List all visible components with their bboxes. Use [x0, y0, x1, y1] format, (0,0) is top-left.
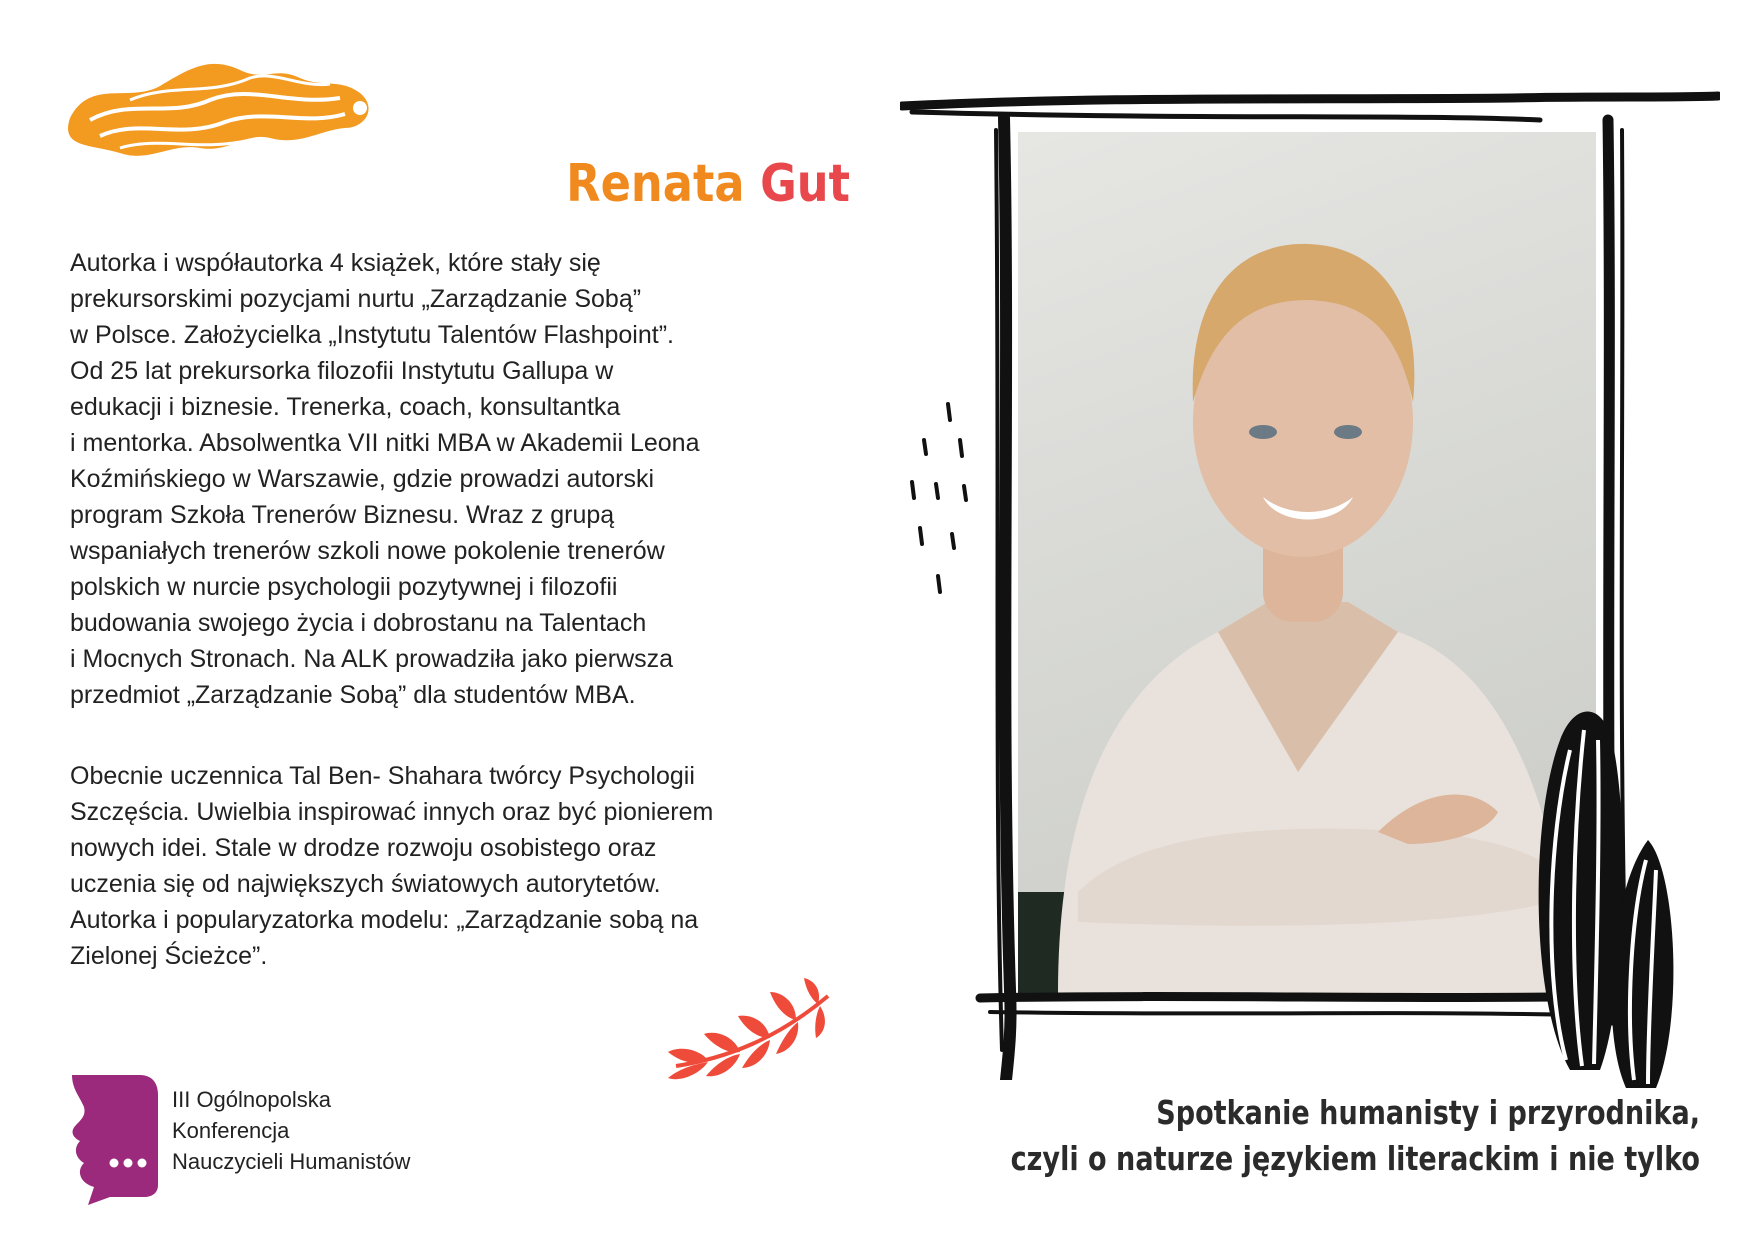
- speaker-name: [540, 154, 850, 214]
- brush-dots-icon: [904, 400, 984, 610]
- bio-line: przedmiot „Zarządzanie Sobą” dla studentów MBA.: [70, 681, 636, 709]
- event-title-line: Spotkanie humanisty i przyrodnika,: [1156, 1093, 1700, 1132]
- bio-paragraph-2: [70, 758, 860, 974]
- bio-line: nowych idei. Stale w drodze rozwoju osobistego oraz: [70, 834, 657, 862]
- striped-plant-icon: [1530, 700, 1680, 1090]
- conference-name: [172, 1084, 410, 1177]
- speaker-last-name: Gut: [760, 154, 850, 214]
- conference-line: Konferencja: [172, 1118, 290, 1143]
- conference-line: III Ogólnopolska: [172, 1087, 331, 1112]
- conference-line: Nauczycieli Humanistów: [172, 1149, 411, 1174]
- bio-line: Obecnie uczennica Tal Ben- Shahara twórcy Psychologii: [70, 762, 695, 790]
- bio-line: Zielonej Ścieżce”.: [70, 942, 268, 970]
- speaking-head-logo-icon: [70, 1075, 158, 1205]
- bio-line: Koźmińskiego w Warszawie, gdzie prowadzi autorski: [70, 465, 655, 493]
- bio-line: i Mocnych Stronach. Na ALK prowadziła jako pierwsza: [70, 645, 674, 673]
- event-title: [800, 1090, 1700, 1182]
- orange-wave-icon: [60, 48, 376, 168]
- red-leaf-icon: [668, 978, 838, 1098]
- bio-line: uczenia się od największych światowych autorytetów.: [70, 870, 661, 898]
- event-title-line: czyli o naturze językiem literackim i nie tylko: [1010, 1139, 1700, 1178]
- bio-line: i mentorka. Absolwentka VII nitki MBA w Akademii Leona: [70, 429, 700, 457]
- speaker-first-name: Renata: [566, 154, 745, 214]
- bio-line: budowania swojego życia i dobrostanu na Talentach: [70, 609, 647, 637]
- bio-line: w Polsce. Założycielka „Instytutu Talentów Flashpoint”.: [70, 321, 674, 349]
- bio-line: edukacji i biznesie. Trenerka, coach, konsultantka: [70, 393, 621, 421]
- bio-line: Szczęścia. Uwielbia inspirować innych oraz być pionierem: [70, 798, 714, 826]
- bio-line: prekursorskimi pozycjami nurtu „Zarządzanie Sobą”: [70, 285, 642, 313]
- bio-line: wspaniałych trenerów szkoli nowe pokolenie trenerów: [70, 537, 665, 565]
- bio-line: polskich w nurcie psychologii pozytywnej i filozofii: [70, 573, 618, 601]
- bio-line: Autorka i popularyzatorka modelu: „Zarządzanie sobą na: [70, 906, 699, 934]
- bio-line: program Szkoła Trenerów Biznesu. Wraz z grupą: [70, 501, 615, 529]
- bio-paragraph-1: [70, 245, 860, 713]
- bio-line: Od 25 lat prekursorka filozofii Instytutu Gallupa w: [70, 357, 614, 385]
- bio-line: Autorka i współautorka 4 książek, które stały się: [70, 249, 601, 277]
